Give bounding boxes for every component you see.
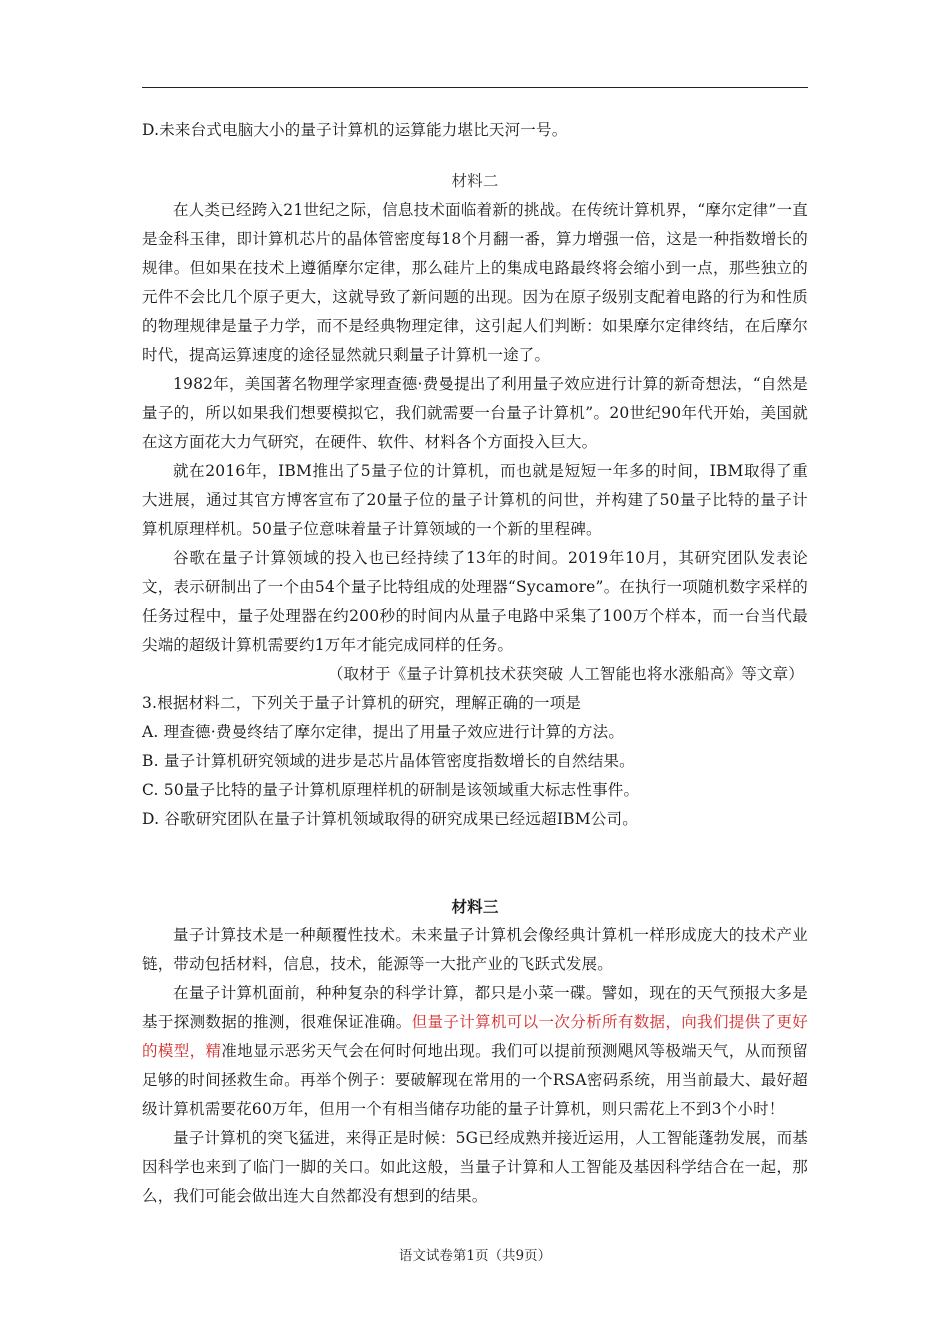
material2-source: （取材于《量子计算机技术获突破 人工智能也将水涨船高》等文章） — [327, 665, 804, 683]
question3-stem: 3.根据材料二，下列关于量子计算机的研究，理解正确的一项是 — [142, 694, 582, 712]
header-rule — [142, 87, 808, 88]
material2-paragraph: 1982年，美国著名物理学家理查德·费曼提出了利用量子效应进行计算的新奇想法，“自然是量子的，所以如果我们想要模拟它，我们就需要一台量子计算机”。20世纪90年代开始，美国就在这方面花大力气研究，在硬件、软件、材料各个方面投入巨大。 — [142, 375, 808, 451]
material3-paragraph-3: 量子计算机的突飞猛进，来得正是时候：5G已经成熟并接近运用，人工智能蓬勃发展，而基因科学也来到了临门一脚的关口。如此这般，当量子计算和人工智能及基因科学结合在一起，那么，我们可能会做出连大自然都没有想到的结果。 — [142, 1129, 808, 1205]
page-footer: 语文试卷第1页（共9页） — [398, 1248, 552, 1264]
material2-paragraph: 就在2016年，IBM推出了5量子位的计算机，而也就是短短一年多的时间，IBM取得了重大进展，通过其官方博客宣布了20量子位的量子计算机的问世，并构建了50量子比特的量子计算机原理样机。50量子位意味着量子计算领域的一个新的里程碑。 — [142, 462, 808, 538]
option-d-top: D.未来台式电脑大小的量子计算机的运算能力堪比天河一号。 — [142, 121, 568, 139]
question3-option-d: D. 谷歌研究团队在量子计算机领域取得的研究成果已经远超IBM公司。 — [142, 810, 638, 828]
material3-heading: 材料三 — [451, 897, 499, 916]
material2-paragraph: 在人类已经跨入21世纪之际，信息技术面临着新的挑战。在传统计算机界，“摩尔定律”一直是金科玉律，即计算机芯片的晶体管密度每18个月翻一番，算力增强一倍，这是一种指数增长的规律。但如果在技术上遵循摩尔定律，那么硅片上的集成电路最终将会缩小到一点，那些独立的元件不会比几个原子更大，这就导致了新问题的出现。因为在原子级别支配着电路的行为和性质的物理规律是量子力学，而不是经典物理定律，这引起人们判断：如果摩尔定律终结，在后摩尔时代，提高运算速度的途径显然就只剩量子计算机一途了。 — [142, 201, 808, 364]
material3-paragraph-2 — [142, 979, 808, 1124]
material2-paragraph: 谷歌在量子计算领域的投入也已经持续了13年的时间。2019年10月，其研究团队发表论文，表示研制出了一个由54个量子比特组成的处理器“Sycamore”。在执行一项随机数字采样的任务过程中，量子处理器在约200秒的时间内从量子电路中采集了100万个样本，而一台当代最尖端的超级计算机需要约1万年才能完成同样的任务。 — [142, 549, 808, 654]
page-content — [142, 116, 808, 1211]
question3-option-a: A. 理查德·费曼终结了摩尔定律，提出了用量子效应进行计算的方法。 — [142, 723, 625, 741]
material2-heading: 材料二 — [451, 172, 499, 190]
question3-option-c: C. 50量子比特的量子计算机原理样机的研制是该领域重大标志性事件。 — [142, 781, 640, 799]
material3-paragraph-1: 量子计算技术是一种颠覆性技术。未来量子计算机会像经典计算机一样形成庞大的技术产业链，带动包括材料，信息，技术，能源等一大批产业的飞跃式发展。 — [142, 926, 808, 973]
material3-p2-highlight: 但量子计算机可以一次分析所有数据，向我们提供了更好的模型，精 — [142, 1013, 808, 1060]
material3-p2-text: 在量子计算机面前，种种复杂的科学计算，都只是小菜一碟。譬如，现在的天气预报大多是基于探测数据的推测，很难保证准确。 — [142, 984, 808, 1031]
material3-p2-text-rest: 准地显示恶劣天气会在何时何地出现。我们可以提前预测飓风等极端天气，从而预留足够的时间拯救生命。再举个例子：要破解现在常用的一个RSA密码系统，用当前最大、最好超级计算机需要花60万年，但用一个有相当储存功能的量子计算机，则只需花上不到3个小时！ — [142, 1042, 808, 1118]
question3-option-b: B. 量子计算机研究领域的进步是芯片晶体管密度指数增长的自然结果。 — [142, 752, 635, 770]
